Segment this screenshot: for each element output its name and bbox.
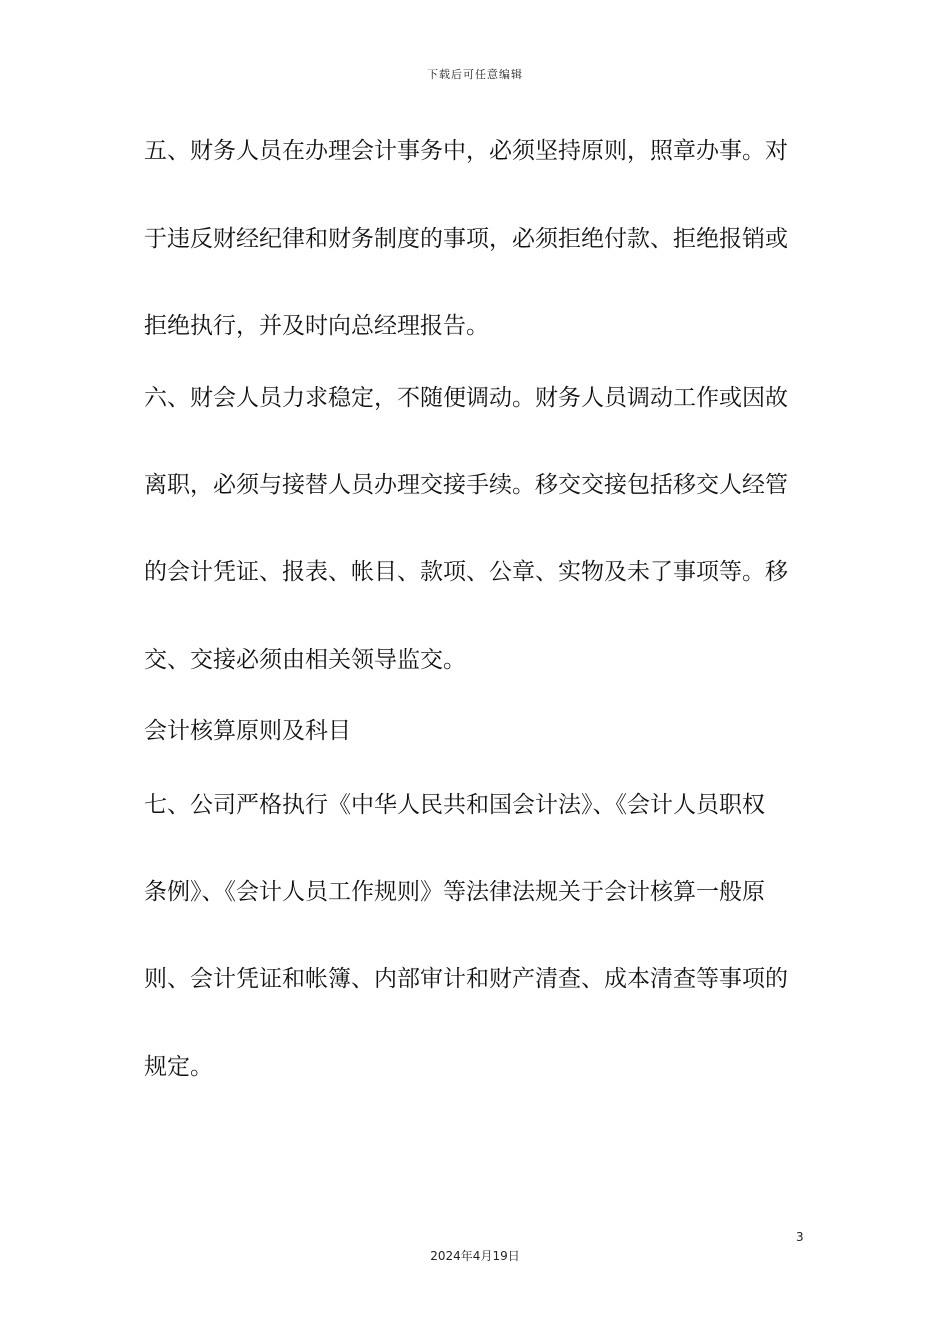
paragraph-6-line-4: 交、交接必须由相关领导监交。 [144,647,466,673]
paragraph-7-line-2: 条例》、《会计人员工作规则》等法律法规关于会计核算一般原 [144,879,765,905]
paragraph-5-line-2: 于违反财经纪律和财务制度的事项，必须拒绝付款、拒绝报销或 [144,226,788,252]
paragraph-6-line-3: 的会计凭证、报表、帐目、款项、公章、实物及未了事项等。移 [144,559,788,585]
paragraph-7-line-3: 则、会计凭证和帐簿、内部审计和财产清查、成本清查等事项的 [144,966,788,992]
paragraph-5-line-3: 拒绝执行，并及时向总经理报告。 [144,313,489,339]
paragraph-6-line-2: 离职，必须与接替人员办理交接手续。移交交接包括移交人经管 [144,472,788,498]
paragraph-7-line-4: 规定。 [144,1054,213,1080]
section-heading: 会计核算原则及科目 [144,718,351,744]
page-header: 下载后可任意编辑 [427,68,523,81]
footer-date: 2024年4月19日 [430,1249,520,1263]
paragraph-5-line-1: 五、财务人员在办理会计事务中，必须坚持原则，照章办事。对 [144,138,788,164]
paragraph-6-line-1: 六、财会人员力求稳定，不随便调动。财务人员调动工作或因故 [144,385,788,411]
page-number: 3 [796,1230,804,1244]
paragraph-7-line-1: 七、公司严格执行《中华人民共和国会计法》、《会计人员职权 [144,792,765,818]
